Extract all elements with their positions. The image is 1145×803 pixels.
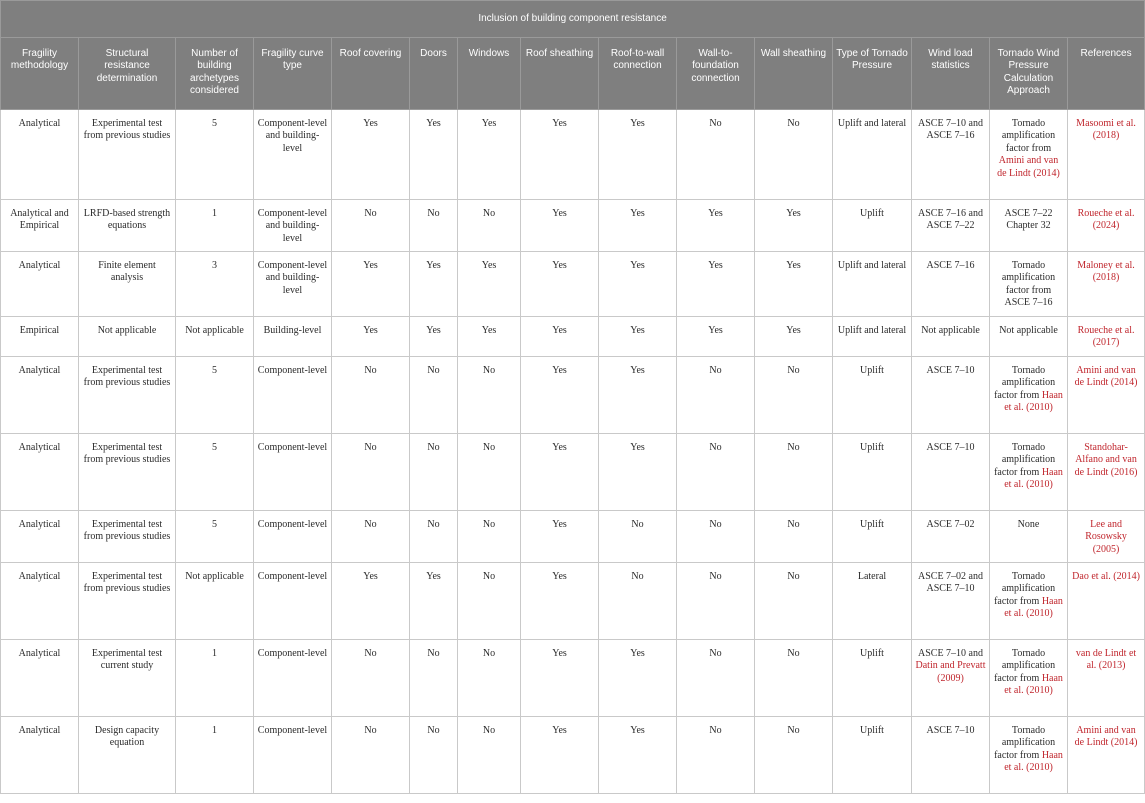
cell-archetypes: 5 bbox=[176, 110, 254, 200]
approach-text: Tornado amplification factor from bbox=[994, 442, 1056, 478]
cell-curve-type: Component-level bbox=[254, 434, 332, 511]
cell-methodology: Analytical bbox=[1, 511, 79, 563]
reference-link[interactable]: Amini and van de Lindt (2014) bbox=[1074, 365, 1138, 389]
reference-link[interactable]: Standohar-Alfano and van de Lindt (2016) bbox=[1074, 442, 1138, 478]
approach-reference-link[interactable]: Haan et al. (2010) bbox=[1004, 672, 1063, 697]
cell-doors: Yes bbox=[410, 317, 458, 357]
approach-text: ASCE 7–22 Chapter 32 bbox=[1004, 208, 1053, 232]
reference-link[interactable]: Roueche et al. (2024) bbox=[1077, 208, 1135, 232]
cell-roof-sheathing: Yes bbox=[521, 317, 599, 357]
cell-wall-sheathing: No bbox=[755, 717, 833, 794]
table-row bbox=[1, 640, 1145, 717]
cell-resistance: Experimental test from previous studies bbox=[79, 434, 176, 511]
header-wall-sheathing: Wall sheathing bbox=[755, 38, 833, 110]
header-roof-sheathing: Roof sheathing bbox=[521, 38, 599, 110]
header-references: References bbox=[1068, 38, 1145, 110]
cell-pressure-type: Uplift bbox=[833, 434, 912, 511]
cell-reference bbox=[1068, 717, 1145, 794]
cell-reference bbox=[1068, 563, 1145, 640]
header-curve-type: Fragility curve type bbox=[254, 38, 332, 110]
cell-approach bbox=[990, 357, 1068, 434]
cell-archetypes: 1 bbox=[176, 717, 254, 794]
cell-reference bbox=[1068, 640, 1145, 717]
cell-reference bbox=[1068, 110, 1145, 200]
cell-approach bbox=[990, 640, 1068, 717]
cell-pressure-type: Uplift and lateral bbox=[833, 110, 912, 200]
cell-windows: No bbox=[458, 640, 521, 717]
cell-windows: No bbox=[458, 717, 521, 794]
cell-approach bbox=[990, 200, 1068, 252]
cell-reference bbox=[1068, 357, 1145, 434]
cell-methodology: Empirical bbox=[1, 317, 79, 357]
cell-wall-to-foundation: No bbox=[677, 717, 755, 794]
cell-resistance: Design capacity equation bbox=[79, 717, 176, 794]
cell-archetypes: 1 bbox=[176, 640, 254, 717]
header-roof-to-wall: Roof-to-wall connection bbox=[599, 38, 677, 110]
cell-curve-type: Building-level bbox=[254, 317, 332, 357]
cell-methodology: Analytical bbox=[1, 640, 79, 717]
approach-text: Tornado amplification factor from bbox=[994, 571, 1056, 607]
approach-text: None bbox=[1017, 519, 1040, 530]
reference-link[interactable]: Lee and Rosowsky (2005) bbox=[1085, 519, 1127, 555]
approach-text: Not applicable bbox=[999, 325, 1058, 336]
cell-resistance: Experimental test from previous studies bbox=[79, 357, 176, 434]
cell-wind-stats: ASCE 7–02 and ASCE 7–10 bbox=[912, 563, 990, 640]
cell-windows: No bbox=[458, 357, 521, 434]
cell-pressure-type: Uplift bbox=[833, 640, 912, 717]
cell-approach bbox=[990, 563, 1068, 640]
cell-wall-to-foundation: No bbox=[677, 357, 755, 434]
cell-roof-to-wall: Yes bbox=[599, 252, 677, 317]
cell-windows: Yes bbox=[458, 252, 521, 317]
cell-wind-stats: ASCE 7–16 bbox=[912, 252, 990, 317]
approach-text: Tornado amplification factor from bbox=[994, 648, 1056, 684]
cell-wall-sheathing: Yes bbox=[755, 252, 833, 317]
approach-reference-link[interactable]: Haan et al. (2010) bbox=[1004, 595, 1063, 620]
cell-roof-sheathing: Yes bbox=[521, 511, 599, 563]
cell-roof-to-wall: Yes bbox=[599, 110, 677, 200]
reference-link[interactable]: Masoomi et al. (2018) bbox=[1076, 118, 1136, 142]
cell-wall-to-foundation: No bbox=[677, 511, 755, 563]
cell-doors: Yes bbox=[410, 110, 458, 200]
cell-archetypes: 5 bbox=[176, 434, 254, 511]
cell-wall-sheathing: No bbox=[755, 511, 833, 563]
cell-resistance: Experimental test from previous studies bbox=[79, 110, 176, 200]
cell-methodology: Analytical bbox=[1, 563, 79, 640]
cell-reference bbox=[1068, 511, 1145, 563]
cell-doors: No bbox=[410, 434, 458, 511]
cell-wind-stats: ASCE 7–10 bbox=[912, 357, 990, 434]
cell-pressure-type: Uplift bbox=[833, 717, 912, 794]
cell-wall-to-foundation: No bbox=[677, 434, 755, 511]
cell-archetypes: 1 bbox=[176, 200, 254, 252]
approach-reference-link[interactable]: Haan et al. (2010) bbox=[1004, 389, 1063, 414]
cell-approach bbox=[990, 317, 1068, 357]
cell-roof-to-wall: Yes bbox=[599, 357, 677, 434]
cell-windows: No bbox=[458, 563, 521, 640]
cell-roof-covering: No bbox=[332, 511, 410, 563]
cell-roof-sheathing: Yes bbox=[521, 640, 599, 717]
cell-roof-sheathing: Yes bbox=[521, 563, 599, 640]
header-wall-to-foundation: Wall-to-foundation connection bbox=[677, 38, 755, 110]
cell-pressure-type: Uplift and lateral bbox=[833, 252, 912, 317]
cell-roof-covering: Yes bbox=[332, 110, 410, 200]
cell-curve-type: Component-level bbox=[254, 511, 332, 563]
cell-windows: No bbox=[458, 511, 521, 563]
header-archetypes: Number of building archetypes considered bbox=[176, 38, 254, 110]
table-row bbox=[1, 434, 1145, 511]
cell-doors: Yes bbox=[410, 563, 458, 640]
cell-wall-to-foundation: No bbox=[677, 110, 755, 200]
cell-doors: No bbox=[410, 640, 458, 717]
cell-curve-type: Component-level and building-level bbox=[254, 110, 332, 200]
table-row bbox=[1, 717, 1145, 794]
header-wind-stats: Wind load statistics bbox=[912, 38, 990, 110]
cell-pressure-type: Uplift bbox=[833, 200, 912, 252]
cell-roof-sheathing: Yes bbox=[521, 200, 599, 252]
cell-reference bbox=[1068, 434, 1145, 511]
cell-doors: No bbox=[410, 717, 458, 794]
cell-doors: No bbox=[410, 200, 458, 252]
cell-archetypes: Not applicable bbox=[176, 317, 254, 357]
cell-wall-sheathing: No bbox=[755, 640, 833, 717]
reference-link[interactable]: Roueche et al. (2017) bbox=[1077, 325, 1135, 349]
cell-curve-type: Component-level and building-level bbox=[254, 200, 332, 252]
header-roof-covering: Roof covering bbox=[332, 38, 410, 110]
cell-doors: No bbox=[410, 511, 458, 563]
cell-reference bbox=[1068, 200, 1145, 252]
header-pressure-type: Type of Tornado Pressure bbox=[833, 38, 912, 110]
cell-methodology: Analytical bbox=[1, 357, 79, 434]
wind-stats-reference-link[interactable]: Datin and Prevatt (2009) bbox=[915, 660, 986, 684]
cell-roof-covering: No bbox=[332, 357, 410, 434]
table-row bbox=[1, 563, 1145, 640]
cell-approach bbox=[990, 252, 1068, 317]
table-row bbox=[1, 252, 1145, 317]
cell-windows: Yes bbox=[458, 110, 521, 200]
cell-archetypes: 3 bbox=[176, 252, 254, 317]
cell-wall-sheathing: No bbox=[755, 110, 833, 200]
cell-curve-type: Component-level bbox=[254, 357, 332, 434]
cell-roof-sheathing: Yes bbox=[521, 434, 599, 511]
cell-windows: No bbox=[458, 434, 521, 511]
cell-roof-sheathing: Yes bbox=[521, 357, 599, 434]
cell-curve-type: Component-level bbox=[254, 640, 332, 717]
cell-archetypes: 5 bbox=[176, 357, 254, 434]
approach-text: Tornado amplification factor from bbox=[994, 725, 1056, 761]
reference-link[interactable]: Amini and van de Lindt (2014) bbox=[1074, 725, 1138, 749]
wind-stats-text: ASCE 7–10 and bbox=[918, 648, 983, 659]
cell-approach bbox=[990, 511, 1068, 563]
cell-wall-sheathing: Yes bbox=[755, 317, 833, 357]
table-row bbox=[1, 511, 1145, 563]
approach-reference-link[interactable]: Haan et al. (2010) bbox=[1004, 749, 1063, 774]
cell-wall-sheathing: No bbox=[755, 563, 833, 640]
cell-roof-covering: No bbox=[332, 717, 410, 794]
cell-roof-to-wall: Yes bbox=[599, 200, 677, 252]
approach-text: Tornado amplification factor from bbox=[994, 365, 1056, 401]
cell-reference bbox=[1068, 317, 1145, 357]
approach-text: Tornado amplification factor from bbox=[1001, 118, 1056, 154]
cell-approach bbox=[990, 717, 1068, 794]
cell-roof-to-wall: Yes bbox=[599, 640, 677, 717]
cell-methodology: Analytical bbox=[1, 434, 79, 511]
header-doors: Doors bbox=[410, 38, 458, 110]
cell-pressure-type: Lateral bbox=[833, 563, 912, 640]
cell-wind-stats: ASCE 7–02 bbox=[912, 511, 990, 563]
approach-reference-link[interactable]: Amini and van de Lindt (2014) bbox=[997, 155, 1060, 179]
cell-wall-to-foundation: No bbox=[677, 563, 755, 640]
cell-pressure-type: Uplift bbox=[833, 511, 912, 563]
approach-text: Tornado amplification factor from ASCE 7–16 bbox=[1001, 260, 1056, 309]
cell-resistance: Experimental test from previous studies bbox=[79, 511, 176, 563]
cell-wall-to-foundation: No bbox=[677, 640, 755, 717]
cell-resistance: LRFD-based strength equations bbox=[79, 200, 176, 252]
cell-windows: No bbox=[458, 200, 521, 252]
header-fragility-methodology: Fragility methodology bbox=[1, 38, 79, 110]
cell-roof-to-wall: Yes bbox=[599, 434, 677, 511]
cell-wind-stats: ASCE 7–10 bbox=[912, 434, 990, 511]
cell-curve-type: Component-level and building-level bbox=[254, 252, 332, 317]
cell-roof-covering: Yes bbox=[332, 317, 410, 357]
cell-approach bbox=[990, 434, 1068, 511]
cell-roof-covering: No bbox=[332, 434, 410, 511]
cell-wall-sheathing: No bbox=[755, 357, 833, 434]
cell-methodology: Analytical bbox=[1, 252, 79, 317]
cell-roof-to-wall: No bbox=[599, 563, 677, 640]
table-row bbox=[1, 317, 1145, 357]
cell-roof-sheathing: Yes bbox=[521, 717, 599, 794]
cell-wind-stats: ASCE 7–16 and ASCE 7–22 bbox=[912, 200, 990, 252]
cell-wind-stats: ASCE 7–10 bbox=[912, 717, 990, 794]
header-structural-resistance: Structural resistance determination bbox=[79, 38, 176, 110]
cell-wind-stats: Not applicable bbox=[912, 317, 990, 357]
cell-roof-sheathing: Yes bbox=[521, 252, 599, 317]
cell-wall-to-foundation: Yes bbox=[677, 200, 755, 252]
cell-roof-to-wall: No bbox=[599, 511, 677, 563]
reference-link[interactable]: Dao et al. (2014) bbox=[1072, 571, 1140, 582]
cell-roof-covering: No bbox=[332, 640, 410, 717]
cell-roof-sheathing: Yes bbox=[521, 110, 599, 200]
cell-wall-sheathing: No bbox=[755, 434, 833, 511]
cell-windows: Yes bbox=[458, 317, 521, 357]
cell-pressure-type: Uplift bbox=[833, 357, 912, 434]
cell-roof-to-wall: Yes bbox=[599, 317, 677, 357]
cell-methodology: Analytical bbox=[1, 110, 79, 200]
cell-wind-stats bbox=[912, 640, 990, 717]
cell-roof-to-wall: Yes bbox=[599, 717, 677, 794]
cell-methodology: Analytical bbox=[1, 717, 79, 794]
reference-link[interactable]: Maloney et al. (2018) bbox=[1077, 260, 1135, 284]
cell-roof-covering: No bbox=[332, 200, 410, 252]
cell-wall-to-foundation: Yes bbox=[677, 252, 755, 317]
table-row bbox=[1, 110, 1145, 200]
cell-wind-stats: ASCE 7–10 and ASCE 7–16 bbox=[912, 110, 990, 200]
cell-roof-covering: Yes bbox=[332, 252, 410, 317]
cell-resistance: Not applicable bbox=[79, 317, 176, 357]
cell-resistance: Finite element analysis bbox=[79, 252, 176, 317]
reference-link[interactable]: van de Lindt et al. (2013) bbox=[1075, 648, 1137, 672]
approach-reference-link[interactable]: Haan et al. (2010) bbox=[1004, 466, 1063, 491]
cell-archetypes: Not applicable bbox=[176, 563, 254, 640]
cell-curve-type: Component-level bbox=[254, 717, 332, 794]
table-row bbox=[1, 357, 1145, 434]
cell-doors: No bbox=[410, 357, 458, 434]
cell-doors: Yes bbox=[410, 252, 458, 317]
cell-wall-to-foundation: Yes bbox=[677, 317, 755, 357]
cell-curve-type: Component-level bbox=[254, 563, 332, 640]
table-row bbox=[1, 200, 1145, 252]
header-approach: Tornado Wind Pressure Calculation Approach bbox=[990, 38, 1068, 110]
cell-resistance: Experimental test current study bbox=[79, 640, 176, 717]
cell-approach bbox=[990, 110, 1068, 200]
cell-methodology: Analytical and Empirical bbox=[1, 200, 79, 252]
cell-pressure-type: Uplift and lateral bbox=[833, 317, 912, 357]
cell-resistance: Experimental test from previous studies bbox=[79, 563, 176, 640]
cell-archetypes: 5 bbox=[176, 511, 254, 563]
cell-roof-covering: Yes bbox=[332, 563, 410, 640]
cell-reference bbox=[1068, 252, 1145, 317]
table-caption: Inclusion of building component resistance bbox=[1, 1, 1145, 38]
header-windows: Windows bbox=[458, 38, 521, 110]
cell-wall-sheathing: Yes bbox=[755, 200, 833, 252]
